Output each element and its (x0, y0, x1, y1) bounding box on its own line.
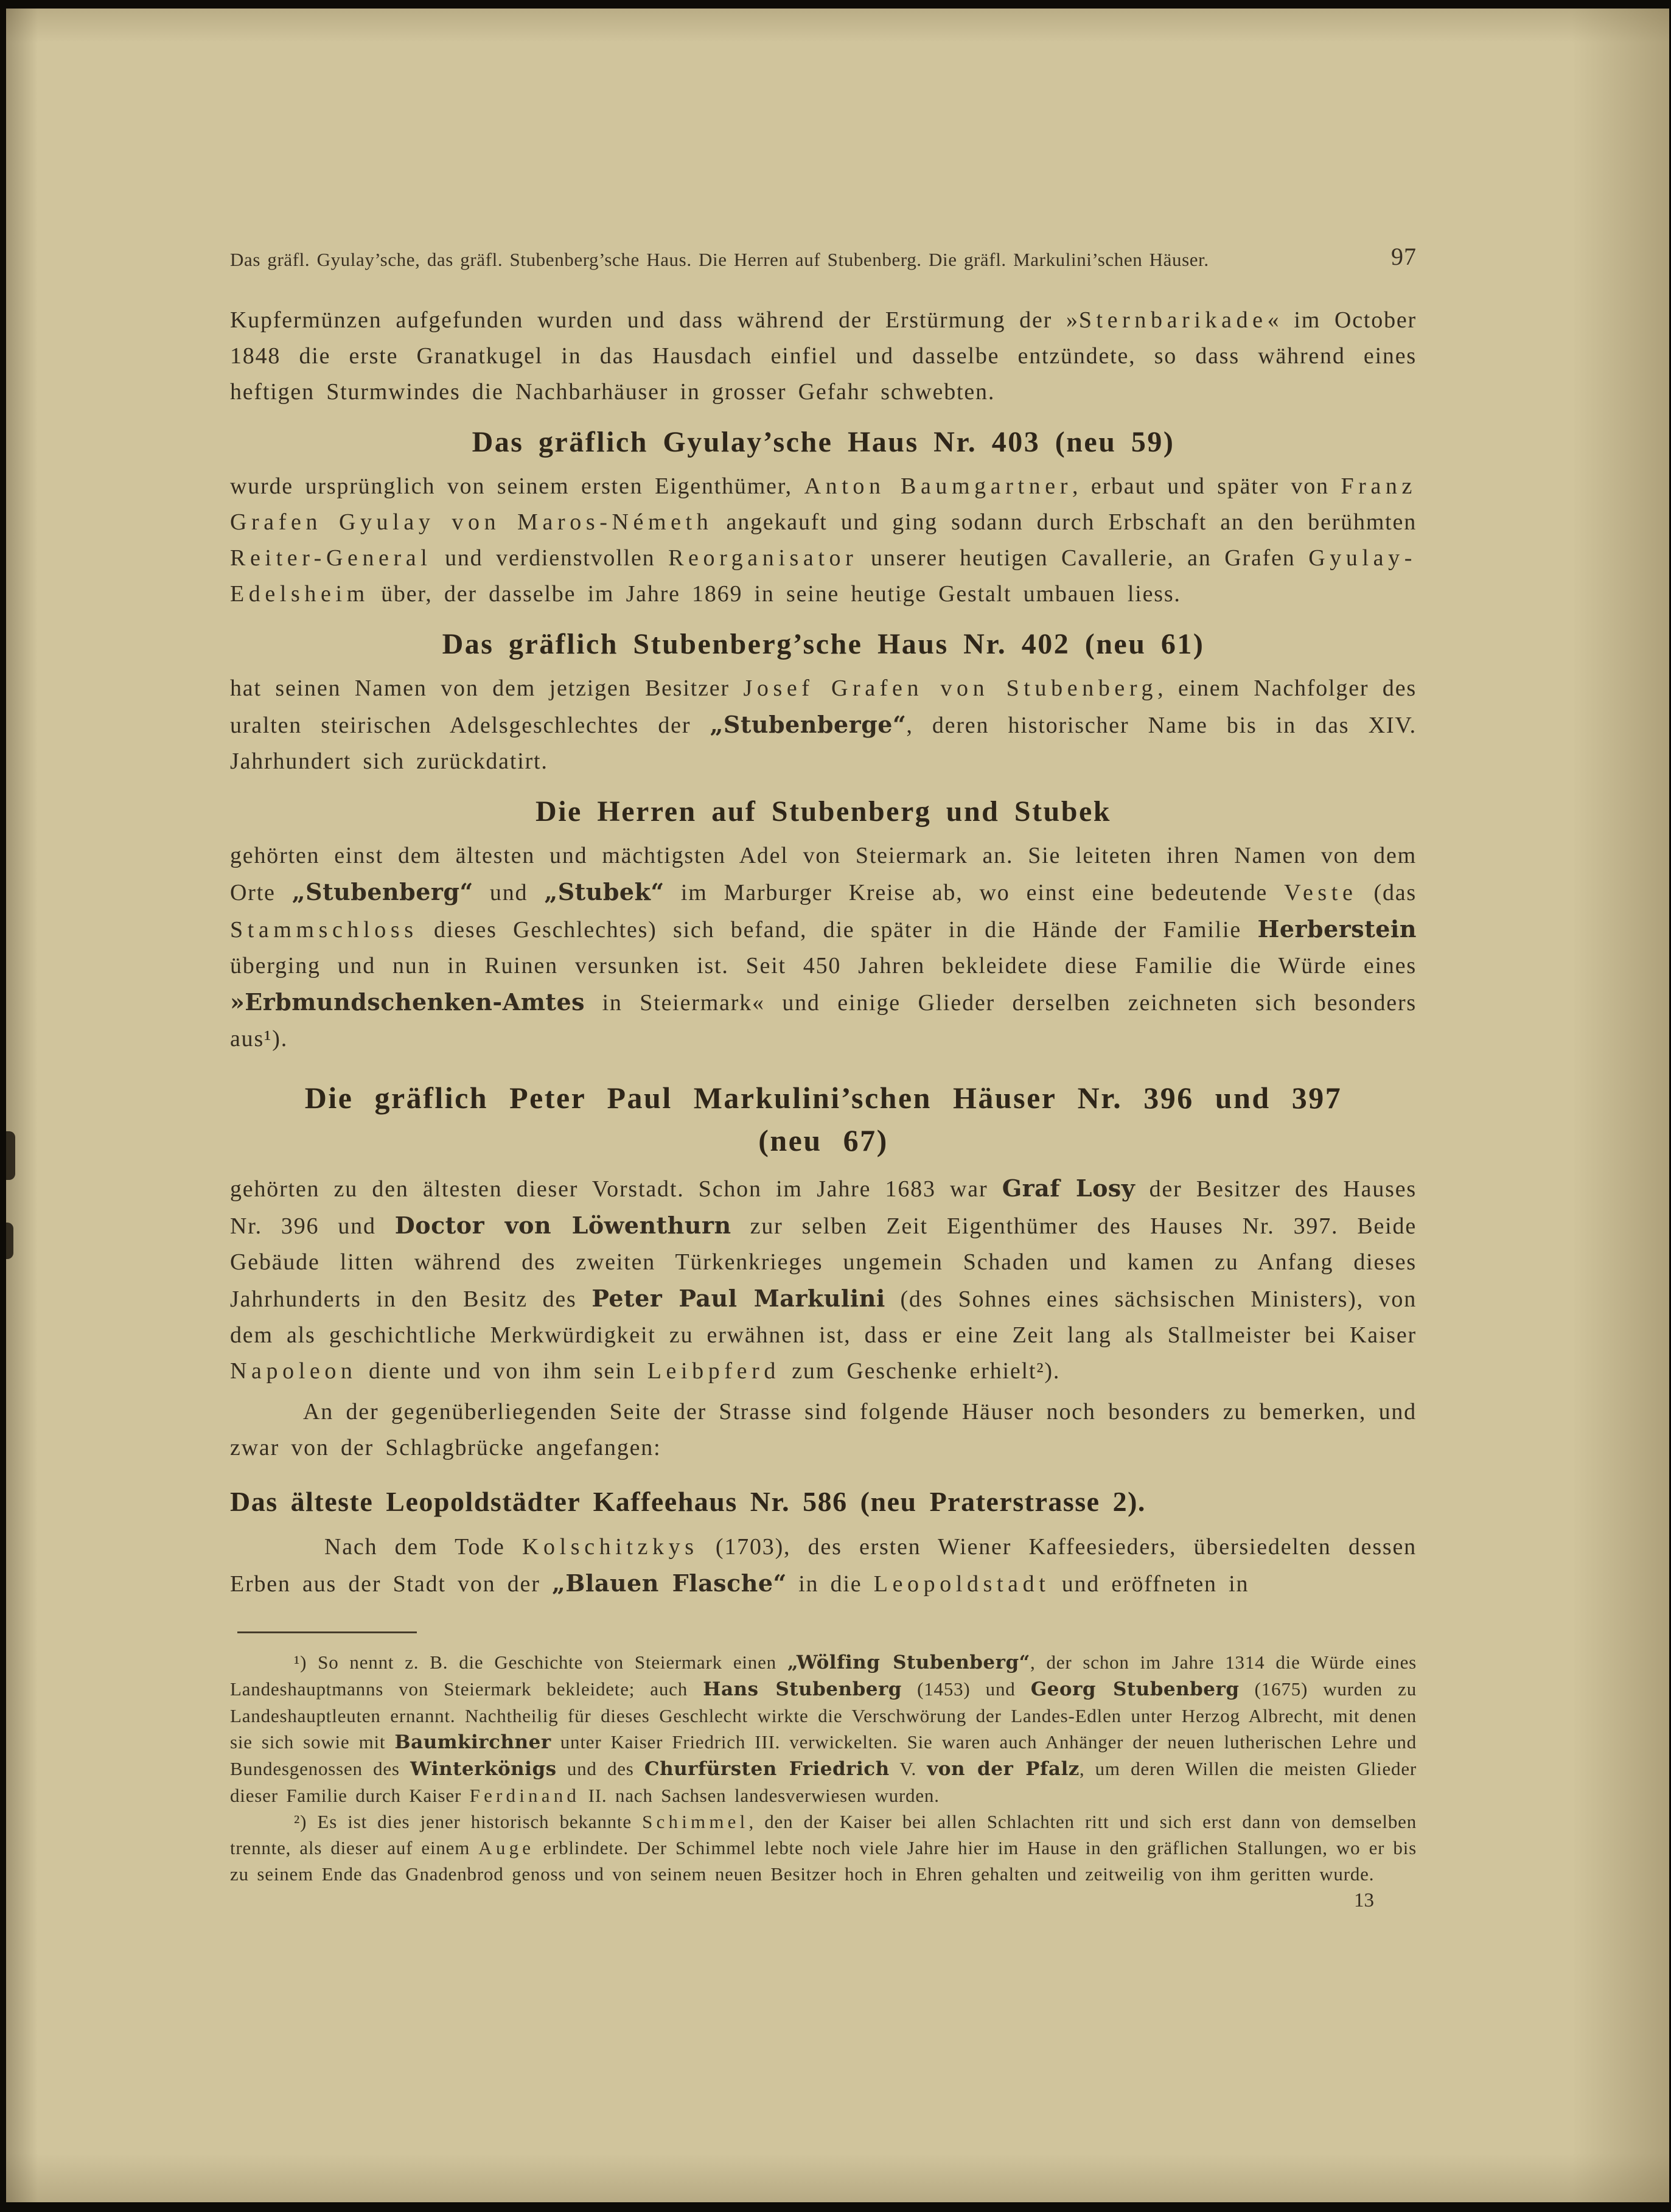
intro-paragraph: Kupfermünzen aufgefunden wurden und dass während der Erstürmung der »Sternbarikade« im October 1848 die erste Granatkugel in das Hausdach einfiel und dasselbe entzündete, so dass während eines heftigen Sturmwindes die Nachbarhäuser in grosser Gefahr schwebten. (230, 307, 1417, 405)
signature-mark: 13 (1354, 1889, 1374, 1911)
gyulay-paragraph: wurde ursprünglich von seinem ersten Eigenthümer, Anton Baumgartner, erbaut und später von Franz Grafen Gyulay von Maros-Németh angekauft und ging sodann durch Erbschaft an den berühmten Reiter-General und verdienstvollen Reorganisator unserer heutigen Cavallerie, an Grafen Gyulay-Edelsheim über, der dasselbe im Jahre 1869 in seine heutige Gestalt umbauen liess. (230, 473, 1417, 607)
stubenberg-paragraph: hat seinen Namen von dem jetzigen Besitzer Josef Grafen von Stubenberg, einem Nachfolger des uralten steirischen Adelsgeschlechtes der „Stubenberge“, deren historischer Name bis in das XIV. Jahrhundert sich zurückdatirt. (230, 675, 1417, 774)
page-number: 97 (1391, 243, 1417, 270)
strasse-paragraph: An der gegenüberliegenden Seite der Strasse sind folgende Häuser noch besonders zu bemerken, und zwar von der Schlagbrücke angefangen: (230, 1399, 1417, 1460)
markulini-heading-line1: Die gräflich Peter Paul Markulini’schen Häuser Nr. 396 und 397 (304, 1081, 1342, 1115)
section-heading-kaffeehaus: Das älteste Leopoldstädter Kaffeehaus Nr. 586 (neu Praterstrasse 2). (230, 1486, 1146, 1517)
text-block (230, 242, 1417, 1912)
section-heading-markulini-houses (230, 1076, 1417, 1162)
section-heading-herren-stubenberg: Die Herren auf Stubenberg und Stubek (535, 795, 1111, 828)
section-heading-stubenberg-house: Das gräflich Stubenberg’sche Haus Nr. 402 (neu 61) (442, 628, 1205, 660)
scanned-book-page (6, 9, 1669, 2202)
running-title: Das gräfl. Gyulay’sche, das gräfl. Stubenberg’sche Haus. Die Herren auf Stubenberg. Die gräfl. Markulini’schen Häuser. (230, 249, 1209, 270)
running-header (230, 242, 1417, 271)
kaffeehaus-paragraph: Nach dem Tode Kolschitzkys (1703), des ersten Wiener Kaffeesieders, übersiedelten dessen Erben aus der Stadt von der „Blauen Flasche“ in die Leopoldstadt und eröffneten in (230, 1534, 1417, 1597)
markulini-heading-line2: (neu 67) (758, 1123, 888, 1157)
footnotes-block (230, 1631, 1417, 1912)
markulini-paragraph: gehörten zu den ältesten dieser Vorstadt. Schon im Jahre 1683 war Graf Losy der Besitzer des Hauses Nr. 396 und Doctor von Löwenthurn zur selben Zeit Eigenthümer des Hauses Nr. 397. Beide Gebäude litten während des zweiten Türkenkrieges ungemein Schaden und kamen zu Anfang dieses Jahrhunderts in den Besitz des Peter Paul Markulini (des Sohnes eines sächsischen Ministers), von dem als geschichtliche Merkwürdigkeit zu erwähnen ist, dass er eine Zeit lang als Stallmeister bei Kaiser Napoleon diente und von ihm sein Leibpferd zum Geschenke erhielt²). (230, 1174, 1417, 1384)
footnote-1: ¹) So nennt z. B. die Geschichte von Steiermark einen „Wölfing Stubenberg“, der schon im Jahre 1314 die Würde eines Landeshauptmanns von Steiermark bekleidete; auch Hans Stubenberg (1453) und Georg Stubenberg (1675) wurden zu Landeshauptleuten ernannt. Nachtheilig für dieses Geschlecht wirkte die Verschwörung der Landes-Edlen unter Herzog Albrecht, mit denen sie sich sowie mit Baumkirchner unter Kaiser Friedrich III. verwickelten. Sie waren auch Anhänger der neuen lutherischen Lehre und Bundesgenossen des Winterkönigs und des Churfürsten Friedrich V. von der Pfalz, um deren Willen die meisten Glieder dieser Familie durch Kaiser Ferdinand II. nach Sachsen landesverwiesen wurden. (230, 1652, 1417, 1806)
section-heading-gyulay-house: Das gräflich Gyulay’sche Haus Nr. 403 (neu 59) (472, 426, 1175, 458)
herren-stubenberg-paragraph: gehörten einst dem ältesten und mächtigsten Adel von Steiermark an. Sie leiteten ihren Namen von dem Orte „Stubenberg“ und „Stubek“ im Marburger Kreise ab, wo einst eine bedeutende Veste (das Stammschloss dieses Geschlechtes) sich befand, die später in die Hände der Familie Herberstein überging und nun in Ruinen versunken ist. Seit 450 Jahren bekleidete diese Familie die Würde eines »Erbmundschenken-Amtes in Steiermark« und einige Glieder derselben zeichneten sich besonders aus¹). (230, 843, 1417, 1052)
footnote-2: ²) Es ist dies jener historisch bekannte Schimmel, den der Kaiser bei allen Schlachten ritt und sich erst dann von demselben trennte, als dieser auf einem Auge erblindete. Der Schimmel lebte noch viele Jahre hier im Hause in den gräflichen Stallungen, wo er bis zu seinem Ende das Gnadenbrod genoss und von seinem neuen Besitzer hoch in Ehren gehalten und zeitweilig von ihm geritten wurde. (230, 1811, 1417, 1885)
scan-edge-smudge (6, 1131, 15, 1180)
footnote-rule (237, 1631, 417, 1633)
scan-edge-smudge (6, 1223, 13, 1259)
